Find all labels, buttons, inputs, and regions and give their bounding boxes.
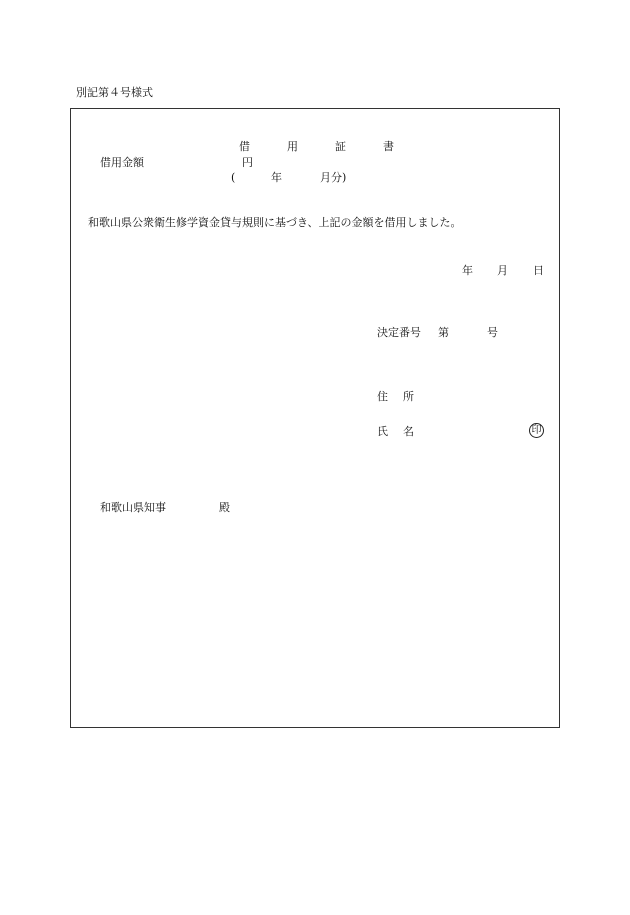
title-char-3: 証 xyxy=(335,140,346,153)
title-char-4: 書 xyxy=(383,140,394,153)
date-month: 月 xyxy=(497,264,508,277)
name-label-char-1: 氏 xyxy=(377,425,388,438)
title-char-1: 借 xyxy=(239,140,250,153)
amount-unit: 円 xyxy=(242,156,253,169)
form-frame xyxy=(70,108,560,728)
address-label-char-2: 所 xyxy=(403,390,414,403)
period-year: 年 xyxy=(271,171,282,184)
date-day: 日 xyxy=(533,264,544,277)
decision-label: 決定番号 xyxy=(377,326,421,339)
form-number-label: 別記第４号様式 xyxy=(76,86,153,99)
seal-mark: 印 xyxy=(529,423,544,438)
title-char-2: 用 xyxy=(287,140,298,153)
decision-suffix: 号 xyxy=(487,326,498,339)
name-label-char-2: 名 xyxy=(403,425,414,438)
date-year: 年 xyxy=(462,264,473,277)
period-month: 月分) xyxy=(320,171,347,184)
honorific: 殿 xyxy=(219,501,230,514)
amount-label: 借用金額 xyxy=(100,156,144,169)
decision-prefix: 第 xyxy=(438,326,449,339)
period-open-paren: ( xyxy=(231,171,236,184)
address-label-char-1: 住 xyxy=(377,390,388,403)
statement-text: 和歌山県公衆衛生修学資金貸与規則に基づき、上記の金額を借用しました。 xyxy=(88,216,462,229)
addressee: 和歌山県知事 xyxy=(100,501,166,514)
